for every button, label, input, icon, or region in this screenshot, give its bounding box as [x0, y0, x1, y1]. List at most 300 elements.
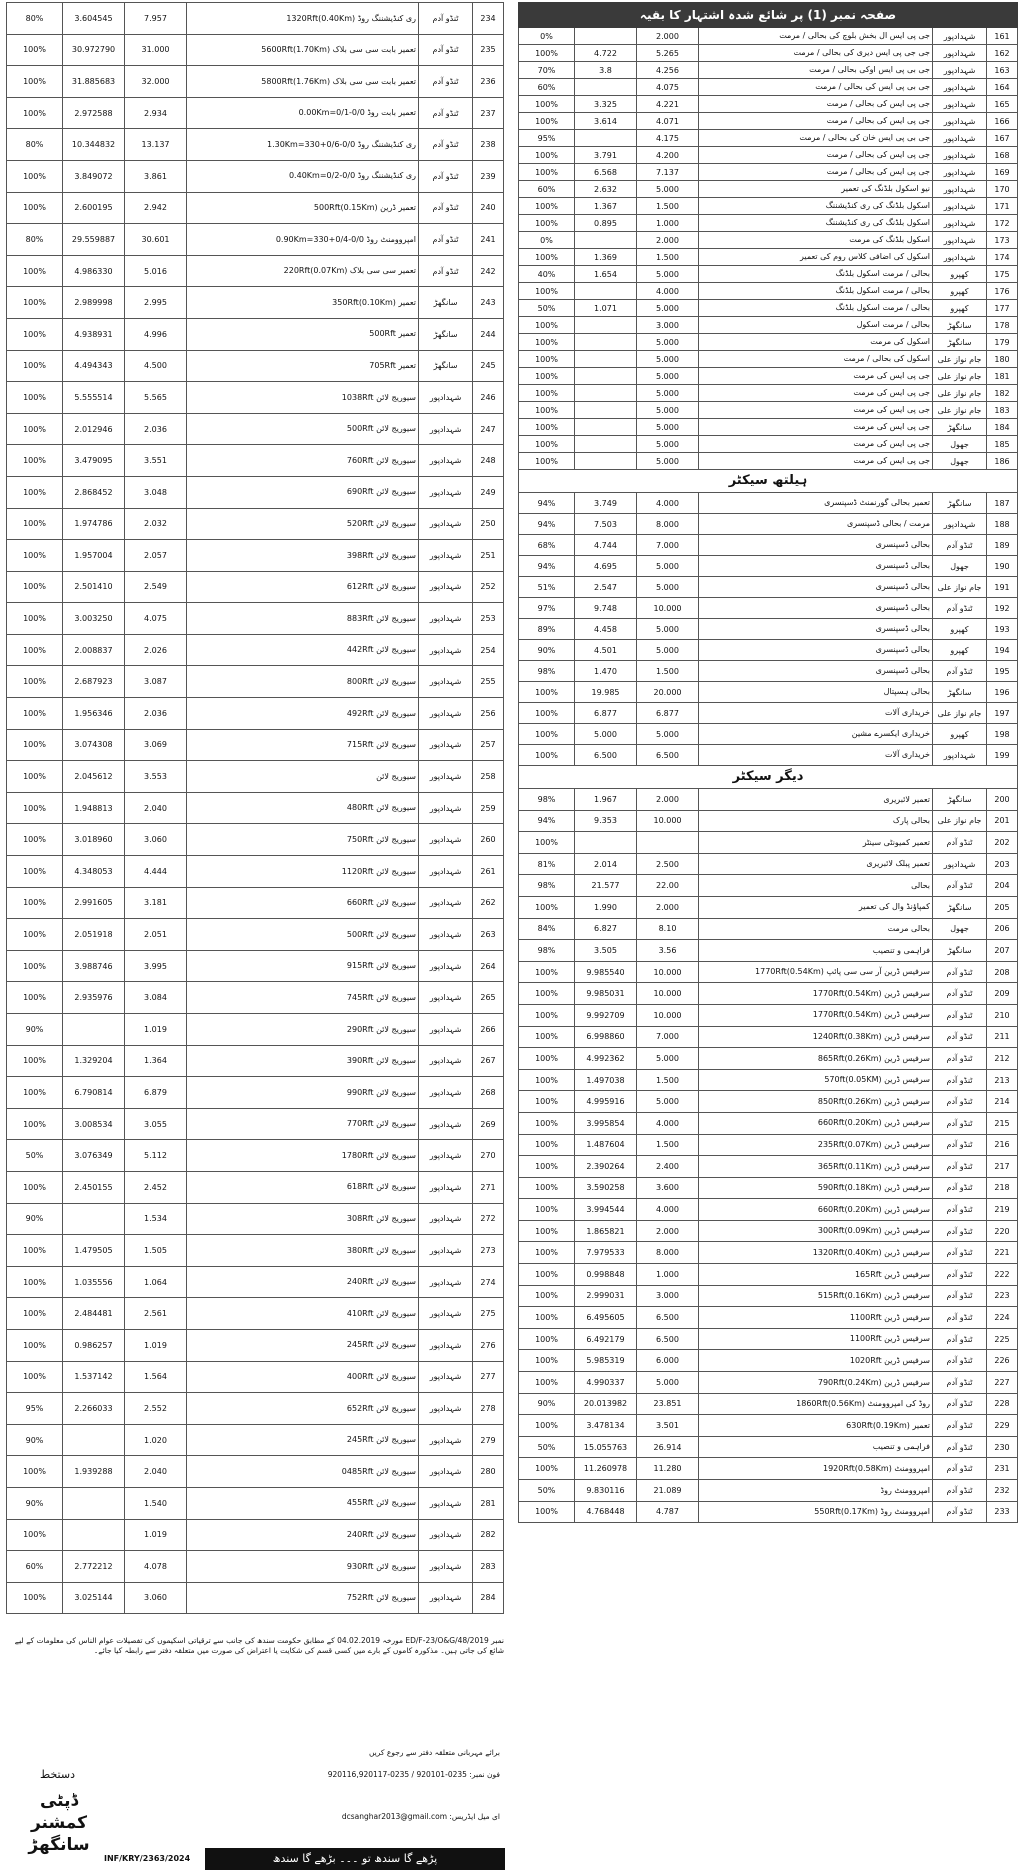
serial-number: 232: [994, 1485, 1010, 1495]
taluka: شہدادپور: [933, 45, 987, 61]
taluka: ٹنڈو آدم: [933, 1178, 987, 1199]
slogan-banner: پڑھے گا سندھ تو ۔۔۔ بڑھے گا سندھ: [205, 1848, 505, 1870]
completion-percent: 94%: [519, 493, 575, 513]
scheme-description: تعمیر بحالی گورنمنٹ ڈسپنسری: [699, 493, 933, 513]
completion-percent: 100%: [7, 1330, 63, 1361]
completion-percent: 100%: [519, 317, 575, 333]
estimated-cost: 4.787: [637, 1502, 699, 1523]
table-row: [519, 368, 1017, 385]
serial-number: 174: [994, 252, 1010, 262]
scheme-description: تعمیر کمیونٹی سینٹر: [699, 832, 933, 853]
expenditure: 9.985540: [575, 962, 637, 983]
table-row: [7, 698, 503, 730]
table-row: [7, 1298, 503, 1330]
completion-percent: 100%: [519, 45, 575, 61]
taluka: ٹنڈو آدم: [419, 224, 473, 255]
taluka: شہدادپور: [419, 982, 473, 1013]
table-row: [519, 1091, 1017, 1113]
completion-percent: 90%: [519, 1394, 575, 1415]
table-row: [7, 35, 503, 67]
section-health-header: ہیلتھ سیکٹر: [519, 470, 1017, 493]
taluka: ٹنڈو آدم: [933, 1156, 987, 1177]
signature-label: دستخط: [40, 1768, 75, 1781]
expenditure: 31.885683: [63, 66, 125, 97]
expenditure: 3.614: [575, 113, 637, 129]
estimated-cost: 5.000: [637, 300, 699, 316]
serial-number: 255: [480, 677, 496, 687]
estimated-cost: 2.040: [125, 793, 187, 824]
serial-number: 272: [480, 1214, 496, 1224]
estimated-cost: 3.087: [125, 666, 187, 697]
serial-number: 261: [480, 866, 496, 876]
table-row: [7, 603, 503, 635]
table-row: [7, 1046, 503, 1078]
serial-number: 195: [994, 666, 1010, 676]
estimated-cost: 3.181: [125, 888, 187, 919]
expenditure: 4.992362: [575, 1048, 637, 1069]
taluka: ٹنڈو آدم: [933, 1286, 987, 1307]
taluka: ٹنڈو آدم: [419, 66, 473, 97]
table-row: [519, 577, 1017, 598]
table-row: [519, 789, 1017, 811]
taluka: شہدادپور: [933, 164, 987, 180]
taluka: شہدادپور: [419, 1204, 473, 1235]
serial-number: 220: [994, 1226, 1010, 1236]
taluka: شہدادپور: [419, 919, 473, 950]
expenditure: 4.494343: [63, 351, 125, 382]
scheme-description: سرفیس ڈرین 570ft(0.05KM): [699, 1070, 933, 1091]
table-row: [7, 256, 503, 288]
expenditure: 1.939288: [63, 1456, 125, 1487]
serial-number: 226: [994, 1356, 1010, 1366]
taluka: کھپرو: [933, 724, 987, 744]
completion-percent: 90%: [7, 1204, 63, 1235]
expenditure: [575, 130, 637, 146]
estimated-cost: 2.032: [125, 509, 187, 540]
expenditure: 3.018960: [63, 824, 125, 855]
scheme-description: بحالی / مرمت اسکول بلڈنگ: [699, 266, 933, 282]
completion-percent: 100%: [7, 1267, 63, 1298]
completion-percent: 100%: [519, 1242, 575, 1263]
estimated-cost: 2.040: [125, 1456, 187, 1487]
estimated-cost: 2.942: [125, 193, 187, 224]
completion-percent: 100%: [7, 919, 63, 950]
scheme-description: سیوریج لائن 398Rft: [187, 540, 419, 571]
taluka: شہدادپور: [419, 1393, 473, 1424]
estimated-cost: 5.112: [125, 1140, 187, 1171]
completion-percent: 90%: [7, 1488, 63, 1519]
taluka: ٹنڈو آدم: [419, 129, 473, 160]
serial-number: 189: [994, 540, 1010, 550]
completion-percent: 100%: [7, 193, 63, 224]
taluka: شہدادپور: [419, 414, 473, 445]
taluka: ٹنڈو آدم: [933, 1113, 987, 1134]
expenditure: 9.992709: [575, 1005, 637, 1026]
serial-number: 168: [994, 150, 1010, 160]
serial-number: 277: [480, 1372, 496, 1382]
completion-percent: 100%: [7, 1362, 63, 1393]
estimated-cost: 4.071: [637, 113, 699, 129]
estimated-cost: 7.957: [125, 3, 187, 34]
taluka: شہدادپور: [933, 96, 987, 112]
expenditure: 1.487604: [575, 1135, 637, 1156]
table-row: [519, 283, 1017, 300]
estimated-cost: 6.500: [637, 1329, 699, 1350]
taluka: ٹنڈو آدم: [419, 256, 473, 287]
completion-percent: 100%: [7, 635, 63, 666]
serial-number: 282: [480, 1530, 496, 1540]
estimated-cost: 4.200: [637, 147, 699, 163]
taluka: ٹنڈو آدم: [933, 983, 987, 1004]
expenditure: 11.260978: [575, 1458, 637, 1479]
completion-percent: 100%: [7, 572, 63, 603]
scheme-description: سیوریج لائن 770Rft: [187, 1109, 419, 1140]
estimated-cost: 3.551: [125, 445, 187, 476]
expenditure: 21.577: [575, 875, 637, 896]
expenditure: 3.849072: [63, 161, 125, 192]
serial-number: 221: [994, 1248, 1010, 1258]
table-row: [7, 1362, 503, 1394]
serial-number: 175: [994, 269, 1010, 279]
table-row: [519, 556, 1017, 577]
table-row: [519, 317, 1017, 334]
table-row: [519, 682, 1017, 703]
taluka: شہدادپور: [933, 28, 987, 44]
scheme-description: بحالی / مرمت اسکول: [699, 317, 933, 333]
table-row: [7, 793, 503, 825]
scheme-description: اسکول کی اضافی کلاس روم کی تعمیر: [699, 249, 933, 265]
table-row: [519, 1199, 1017, 1221]
serial-number: 234: [480, 13, 496, 23]
estimated-cost: 2.452: [125, 1172, 187, 1203]
serial-number: 184: [994, 422, 1010, 432]
scheme-description: سیوریج لائن 480Rft: [187, 793, 419, 824]
completion-percent: 94%: [519, 556, 575, 576]
estimated-cost: 1.500: [637, 249, 699, 265]
table-row: [519, 1156, 1017, 1178]
serial-number: 267: [480, 1056, 496, 1066]
estimated-cost: 2.552: [125, 1393, 187, 1424]
serial-number: 211: [994, 1032, 1010, 1042]
serial-number: 199: [994, 750, 1010, 760]
table-row: [519, 1135, 1017, 1157]
expenditure: 1.948813: [63, 793, 125, 824]
serial-number: 205: [994, 902, 1010, 912]
completion-percent: 100%: [7, 666, 63, 697]
scheme-description: خریداری ایکسرے مشین: [699, 724, 933, 744]
serial-number: 276: [480, 1340, 496, 1350]
expenditure: 3.325: [575, 96, 637, 112]
table-row: [519, 1437, 1017, 1459]
scheme-description: تعمیر بابت سی سی بلاک 5800Rft(1.76Km): [187, 66, 419, 97]
taluka: ٹنڈو آدم: [419, 3, 473, 34]
table-row: [7, 1393, 503, 1425]
completion-percent: 80%: [7, 224, 63, 255]
taluka: کھپرو: [933, 300, 987, 316]
taluka: سانگھڑ: [933, 789, 987, 810]
expenditure: 7.979533: [575, 1242, 637, 1263]
expenditure: [575, 334, 637, 350]
expenditure: 1.470: [575, 661, 637, 681]
taluka: ٹنڈو آدم: [933, 1070, 987, 1091]
estimated-cost: 4.078: [125, 1551, 187, 1582]
scheme-description: سیوریج لائن 1120Rft: [187, 856, 419, 887]
taluka: شہدادپور: [419, 793, 473, 824]
scheme-description: سیوریج لائن 492Rft: [187, 698, 419, 729]
estimated-cost: 3.861: [125, 161, 187, 192]
expenditure: 3.479095: [63, 445, 125, 476]
scheme-description: بحالی ڈسپنسری: [699, 598, 933, 618]
completion-percent: 95%: [519, 130, 575, 146]
table-row: [7, 1520, 503, 1552]
scheme-description: جی پی ایس کی مرمت: [699, 453, 933, 469]
table-row: [519, 28, 1017, 45]
taluka: ٹنڈو آدم: [933, 832, 987, 853]
scheme-description: سیوریج لائن 0485Rft: [187, 1456, 419, 1487]
completion-percent: 68%: [519, 535, 575, 555]
expenditure: 1.537142: [63, 1362, 125, 1393]
taluka: شہدادپور: [419, 1425, 473, 1456]
table-row: [7, 824, 503, 856]
estimated-cost: 1.019: [125, 1014, 187, 1045]
taluka: جام نواز علی: [933, 703, 987, 723]
completion-percent: 100%: [519, 368, 575, 384]
expenditure: 4.938931: [63, 319, 125, 350]
completion-percent: 40%: [519, 266, 575, 282]
table-row: [7, 161, 503, 193]
estimated-cost: 3.055: [125, 1109, 187, 1140]
serial-number: 179: [994, 337, 1010, 347]
estimated-cost: 5.000: [637, 1091, 699, 1112]
scheme-description: بحالی ڈسپنسری: [699, 619, 933, 639]
completion-percent: 100%: [519, 113, 575, 129]
estimated-cost: 1.534: [125, 1204, 187, 1235]
scheme-description: سیوریج لائن 750Rft: [187, 824, 419, 855]
completion-percent: 100%: [7, 698, 63, 729]
table-row: [519, 385, 1017, 402]
table-row: [519, 811, 1017, 833]
completion-percent: 70%: [519, 62, 575, 78]
taluka: سانگھڑ: [933, 493, 987, 513]
taluka: شہدادپور: [419, 1330, 473, 1361]
estimated-cost: 3.084: [125, 982, 187, 1013]
taluka: شہدادپور: [419, 856, 473, 887]
expenditure: [63, 1014, 125, 1045]
completion-percent: 81%: [519, 854, 575, 875]
estimated-cost: 5.000: [637, 619, 699, 639]
scheme-description: ری کنڈیشننگ روڈ 0/0-0/2=0.40Km: [187, 161, 419, 192]
serial-number: 161: [994, 31, 1010, 41]
scheme-description: سیوریج لائن 290Rft: [187, 1014, 419, 1045]
completion-percent: 100%: [519, 1415, 575, 1436]
table-row: [7, 382, 503, 414]
taluka: شہدادپور: [419, 1520, 473, 1551]
serial-number: 200: [994, 794, 1010, 804]
completion-percent: 80%: [7, 129, 63, 160]
estimated-cost: 5.000: [637, 556, 699, 576]
serial-number: 183: [994, 405, 1010, 415]
table-row: [519, 1070, 1017, 1092]
table-row: [519, 266, 1017, 283]
expenditure: 9.985031: [575, 983, 637, 1004]
serial-number: 244: [480, 329, 496, 339]
scheme-description: سرفیس ڈرین 1020Rft: [699, 1350, 933, 1371]
estimated-cost: 5.000: [637, 334, 699, 350]
scheme-description: خریداری آلات: [699, 703, 933, 723]
table-row: [7, 982, 503, 1014]
serial-number: 229: [994, 1421, 1010, 1431]
table-row: [519, 402, 1017, 419]
notice-text: نمبر ED/F-23/O&G/48/2019 مورخہ 04.02.2019 کے مطابق حکومت سندھ کی جانب سے ترقیاتی اسکیموں کی تفصیلات عوام الناس کی معلومات کے لیے شائع کی جاتی ہیں۔ مذکورہ کاموں کے بارے میں کسی قسم کی شکایت یا اعتراض کی صورت میں متعلقہ دفتر سے رابطہ کیا جائے۔: [14, 1636, 504, 1656]
taluka: شہدادپور: [933, 232, 987, 248]
scheme-description: سیوریج لائن 760Rft: [187, 445, 419, 476]
scheme-description: سیوریج لائن 245Rft: [187, 1330, 419, 1361]
table-row: [7, 666, 503, 698]
serial-number: 281: [480, 1498, 496, 1508]
completion-percent: 100%: [519, 1307, 575, 1328]
scheme-description: سیوریج لائن 240Rft: [187, 1267, 419, 1298]
estimated-cost: 7.000: [637, 535, 699, 555]
completion-percent: 100%: [7, 951, 63, 982]
serial-number: 259: [480, 803, 496, 813]
scheme-description: جی بی پی ایس اوکی بحالی / مرمت: [699, 62, 933, 78]
taluka: شہدادپور: [419, 1456, 473, 1487]
estimated-cost: 2.000: [637, 789, 699, 810]
table-row: [519, 113, 1017, 130]
scheme-description: جی پی ایس کی مرمت: [699, 402, 933, 418]
serial-number: 274: [480, 1277, 496, 1287]
taluka: شہدادپور: [933, 854, 987, 875]
table-row: [7, 1583, 503, 1615]
completion-percent: 100%: [7, 477, 63, 508]
table-row: [519, 215, 1017, 232]
estimated-cost: 7.000: [637, 1027, 699, 1048]
serial-number: 233: [994, 1507, 1010, 1517]
estimated-cost: 5.000: [637, 1372, 699, 1393]
serial-number: 273: [480, 1245, 496, 1255]
completion-percent: 100%: [519, 682, 575, 702]
serial-number: 256: [480, 708, 496, 718]
serial-number: 213: [994, 1075, 1010, 1085]
serial-number: 242: [480, 266, 496, 276]
serial-number: 163: [994, 65, 1010, 75]
serial-number: 182: [994, 388, 1010, 398]
scheme-description: سرفیس ڈرین 365Rft(0.11Km): [699, 1156, 933, 1177]
taluka: شہدادپور: [419, 603, 473, 634]
taluka: ٹنڈو آدم: [933, 1221, 987, 1242]
serial-number: 219: [994, 1205, 1010, 1215]
expenditure: [575, 436, 637, 452]
estimated-cost: 1.064: [125, 1267, 187, 1298]
table-row: [7, 951, 503, 983]
scheme-description: امپروومنٹ 1920Rft(0.58Km): [699, 1458, 933, 1479]
estimated-cost: 5.000: [637, 453, 699, 469]
taluka: سانگھڑ: [419, 319, 473, 350]
taluka: شہدادپور: [419, 1488, 473, 1519]
table-row: [519, 598, 1017, 619]
estimated-cost: 2.000: [637, 232, 699, 248]
completion-percent: 100%: [7, 1077, 63, 1108]
scheme-description: سرفیس ڈرین 590Rft(0.18Km): [699, 1178, 933, 1199]
expenditure: [575, 232, 637, 248]
taluka: شہدادپور: [419, 572, 473, 603]
table-row: [519, 1005, 1017, 1027]
expenditure: 9.748: [575, 598, 637, 618]
serial-number: 230: [994, 1442, 1010, 1452]
completion-percent: 100%: [519, 1502, 575, 1523]
estimated-cost: 6.879: [125, 1077, 187, 1108]
completion-percent: 84%: [519, 919, 575, 940]
completion-percent: 100%: [519, 1372, 575, 1393]
completion-percent: 100%: [519, 1113, 575, 1134]
completion-percent: 100%: [519, 1350, 575, 1371]
serial-number: 265: [480, 993, 496, 1003]
serial-number: 263: [480, 930, 496, 940]
taluka: شہدادپور: [933, 147, 987, 163]
taluka: سانگھڑ: [933, 334, 987, 350]
table-row: [519, 1048, 1017, 1070]
scheme-description: سرفیس ڈرین 660Rft(0.20Km): [699, 1113, 933, 1134]
completion-percent: 60%: [7, 1551, 63, 1582]
expenditure: 0.895: [575, 215, 637, 231]
scheme-description: سرفیس ڈرین 165Rft: [699, 1264, 933, 1285]
scheme-description: سرفیس ڈرین 235Rft(0.07Km): [699, 1135, 933, 1156]
completion-percent: 100%: [7, 730, 63, 761]
table-row: [7, 1014, 503, 1046]
table-row: [519, 79, 1017, 96]
completion-percent: 60%: [519, 181, 575, 197]
table-row: [7, 1330, 503, 1362]
completion-percent: 100%: [519, 436, 575, 452]
expenditure: 9.353: [575, 811, 637, 832]
serial-number: 181: [994, 371, 1010, 381]
completion-percent: 100%: [519, 962, 575, 983]
completion-percent: 100%: [7, 1046, 63, 1077]
completion-percent: 0%: [519, 232, 575, 248]
expenditure: 2.501410: [63, 572, 125, 603]
estimated-cost: 1.500: [637, 1070, 699, 1091]
estimated-cost: [637, 832, 699, 853]
scheme-description: فراہمی و تنصیب: [699, 1437, 933, 1458]
table-row: [519, 1242, 1017, 1264]
scheme-description: مرمت / بحالی ڈسپنسری: [699, 514, 933, 534]
section-other-header: دیگر سیکٹر: [519, 766, 1017, 789]
completion-percent: 100%: [519, 1070, 575, 1091]
estimated-cost: 3.56: [637, 940, 699, 961]
completion-percent: 100%: [7, 287, 63, 318]
table-row: [519, 875, 1017, 897]
expenditure: [575, 402, 637, 418]
taluka: شہدادپور: [419, 540, 473, 571]
taluka: شہدادپور: [419, 1235, 473, 1266]
expenditure: [575, 283, 637, 299]
completion-percent: 98%: [519, 875, 575, 896]
estimated-cost: 6.000: [637, 1350, 699, 1371]
scheme-description: سیوریج لائن 883Rft: [187, 603, 419, 634]
expenditure: 3.074308: [63, 730, 125, 761]
estimated-cost: 8.000: [637, 514, 699, 534]
estimated-cost: 21.089: [637, 1480, 699, 1501]
taluka: جھول: [933, 436, 987, 452]
serial-number: 284: [480, 1593, 496, 1603]
table-row: [519, 854, 1017, 876]
serial-number: 225: [994, 1334, 1010, 1344]
serial-number: 252: [480, 582, 496, 592]
completion-percent: 100%: [7, 1172, 63, 1203]
taluka: سانگھڑ: [933, 419, 987, 435]
scheme-description: خریداری آلات: [699, 745, 933, 765]
serial-number: 270: [480, 1151, 496, 1161]
